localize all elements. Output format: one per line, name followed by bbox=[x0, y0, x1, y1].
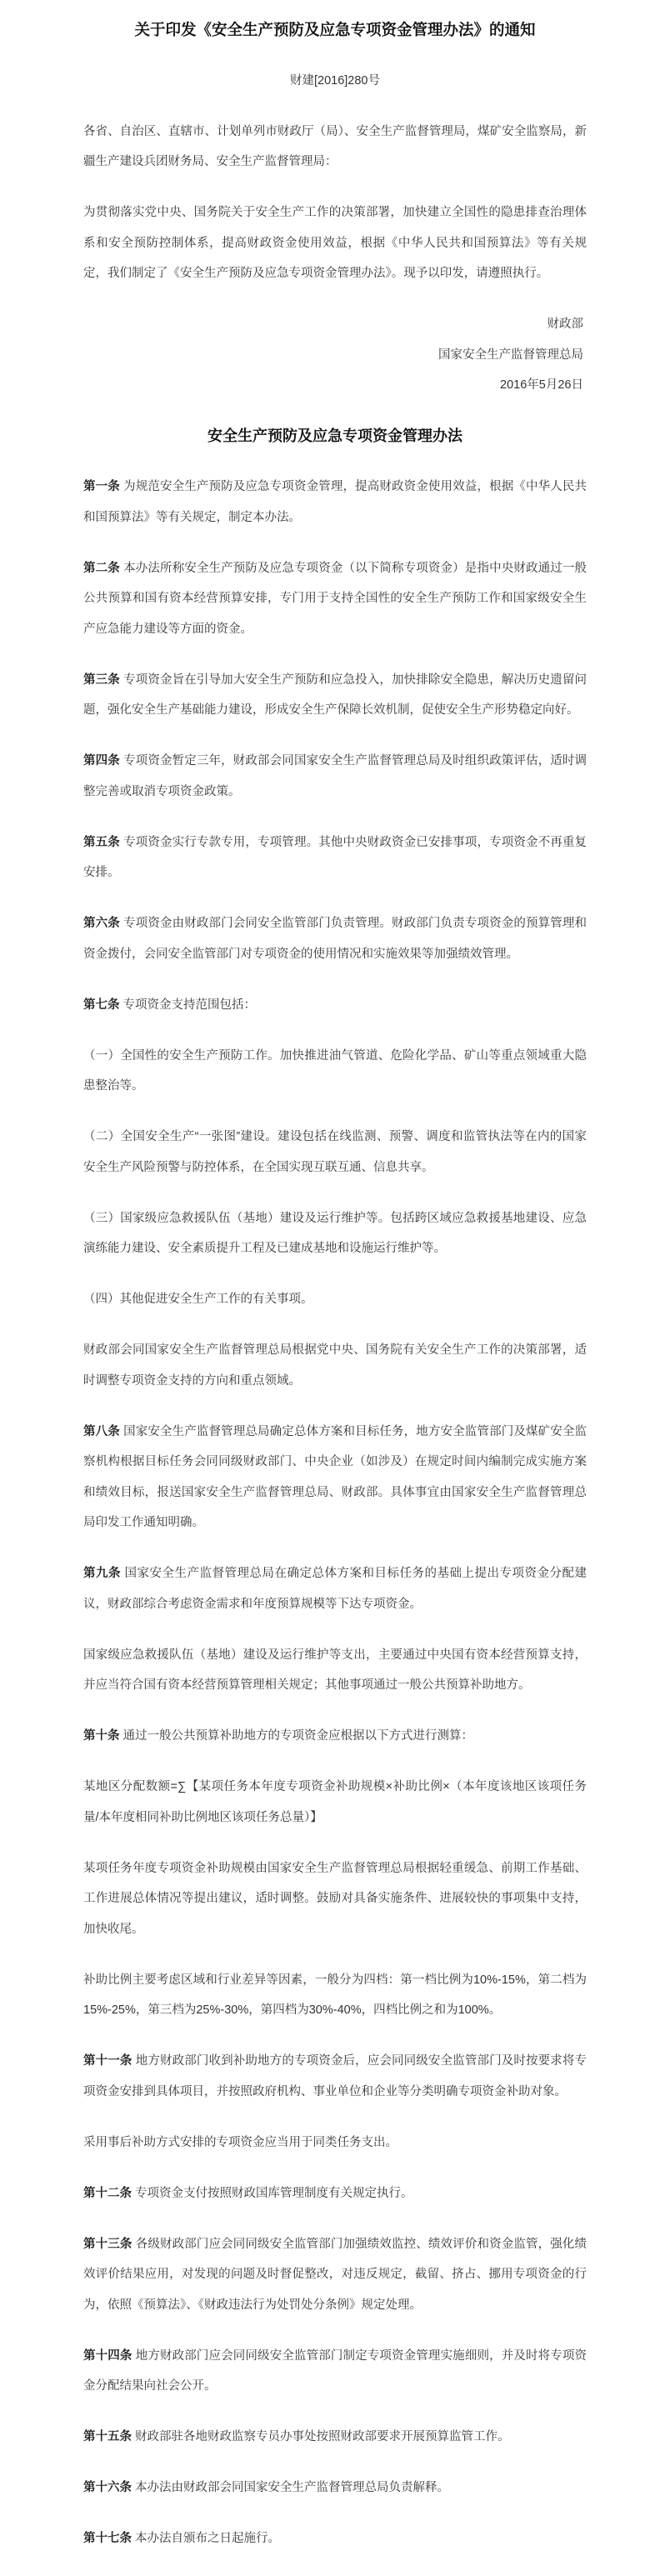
article-16 bbox=[83, 2473, 587, 2503]
clause-text: （三）国家级应急救援队伍（基地）建设及运行维护等。包括跨区域应急救援基地建设、应急演练能力建设、安全素质提升工程及已建成基地和设施运行维护等。 bbox=[83, 1211, 587, 1255]
article-15 bbox=[83, 2422, 587, 2453]
article-text: 专项资金旨在引导加大安全生产预防和应急投入，加快排除安全隐患，解决历史遗留问题，强化安全生产基础能力建设，形成安全生产保障长效机制，促使安全生产形势稳定向好。 bbox=[83, 673, 588, 717]
article-label: 第二条 bbox=[83, 561, 120, 575]
article-label: 第十条 bbox=[83, 1729, 120, 1743]
article-9 bbox=[83, 1558, 587, 1619]
article-12 bbox=[83, 2178, 587, 2209]
clause-text: 财政部会同国家安全生产监督管理总局根据党中央、国务院有关安全生产工作的决策部署，适时调整专项资金支持的方向和重点领域。 bbox=[83, 1343, 587, 1388]
article-14 bbox=[83, 2341, 587, 2402]
addressee: 各省、自治区、直辖市、计划单列市财政厅（局）、安全生产监督管理局，煤矿安全监察局，新疆生产建设兵团财务局、安全生产监督管理局： bbox=[83, 124, 587, 168]
issuer-safety-administration: 国家安全生产监督管理总局 bbox=[438, 348, 583, 362]
article-text: 专项资金暂定三年，财政部会同国家安全生产监督管理总局及时组织政策评估，适时调整完善或取消专项资金政策。 bbox=[83, 754, 588, 798]
clause-text: （二）全国安全生产“一张图”建设。建设包括在线监测、预警、调度和监管执法等在内的国家安全生产风险预警与防控体系，在全国实现互联互通、信息共享。 bbox=[83, 1130, 587, 1174]
article-text: 国家安全生产监督管理总局在确定总体方案和目标任务的基础上提出专项资金分配建议，财政部综合考虑资金需求和年度预算规模等下达专项资金。 bbox=[83, 1567, 587, 1611]
article-label: 第十六条 bbox=[83, 2481, 132, 2494]
measures-title: 安全生产预防及应急专项资金管理办法 bbox=[208, 428, 462, 444]
article-text: 各级财政部门应会同同级安全监管部门加强绩效监控、绩效评价和资金监管，强化绩效评价结果应用，对发现的问题及时督促整改，对违反规定，截留、挤占、挪用专项资金的行为，依照《预算法》、《财政违法行为处罚处分条例》规定处理。 bbox=[83, 2237, 588, 2312]
article-text: 通过一般公共预算补助地方的专项资金应根据以下方式进行测算： bbox=[122, 1729, 474, 1743]
article-13 bbox=[83, 2229, 587, 2321]
article-label: 第八条 bbox=[83, 1424, 120, 1438]
article-11-note bbox=[83, 2128, 587, 2158]
article-text: 专项资金由财政部门会同安全监管部门负责管理。财政部门负责专项资金的预算管理和资金拨付，会同安全监管部门对专项资金的使用情况和实施效果等加强绩效管理。 bbox=[83, 917, 588, 961]
article-5 bbox=[83, 828, 587, 888]
notice-body: 为贯彻落实党中央、国务院关于安全生产工作的决策部署，加快建立全国性的隐患排查治理体系和安全预防控制体系，提高财政资金使用效益，根据《中华人民共和国预算法》等有关规定，我们制定了《安全生产预防及应急专项资金管理办法》。现予以印发，请遵照执行。 bbox=[83, 206, 587, 280]
support-item-2 bbox=[83, 1122, 587, 1183]
article-label: 第三条 bbox=[83, 673, 120, 687]
issuer-ministry-of-finance: 财政部 bbox=[547, 318, 583, 331]
article-17 bbox=[83, 2523, 587, 2554]
article-label: 第十三条 bbox=[83, 2237, 132, 2251]
article-text: 地方财政部门收到补助地方的专项资金后，应会同同级安全监管部门及时按要求将专项资金安排到具体项目，并按照政府机构、事业单位和企业等分类明确专项资金补助对象。 bbox=[83, 2054, 588, 2098]
article-6 bbox=[83, 908, 587, 969]
article-label: 第十四条 bbox=[83, 2348, 132, 2363]
article-text: 本办法由财政部会同国家安全生产监督管理总局负责解释。 bbox=[135, 2481, 450, 2494]
article-10 bbox=[83, 1721, 587, 1752]
clause-text: （一）全国性的安全生产预防工作。加快推进油气管道、危险化学品、矿山等重点领域重大隐患整治等。 bbox=[83, 1048, 587, 1093]
article-label: 第十五条 bbox=[83, 2430, 132, 2443]
document-number: 财建[2016]280号 bbox=[289, 73, 380, 88]
article-text: 本办法自颁布之日起施行。 bbox=[135, 2532, 281, 2545]
article-label: 第九条 bbox=[83, 1567, 121, 1580]
article-4 bbox=[83, 746, 587, 807]
article-text: 专项资金支付按照财政国库管理制度有关规定执行。 bbox=[135, 2186, 413, 2200]
article-label: 第十二条 bbox=[83, 2186, 132, 2200]
article-label: 第五条 bbox=[83, 835, 120, 849]
support-item-3 bbox=[83, 1203, 587, 1264]
clause-text: 补助比例主要考虑区域和行业差异等因素，一般分为四档：第一档比例为10%-15%，第二档为15%-25%，第三档为25%-30%，第四档为30%-40%，四档比例之和为100%。 bbox=[83, 1973, 587, 2017]
article-text: 财政部驻各地财政监察专员办事处按照财政部要求开展预算监管工作。 bbox=[135, 2430, 510, 2443]
article-body bbox=[83, 15, 587, 2575]
article-label: 第六条 bbox=[83, 917, 120, 930]
article-text: 专项资金支持范围包括： bbox=[122, 998, 257, 1012]
clause-text: 某地区分配数额=∑【某项任务本年度专项资金补助规模×补助比例×（本年度该地区该项任务量/本年度相同补助比例地区该项任务总量）】 bbox=[83, 1780, 587, 1824]
subsidy-ratio-note bbox=[83, 1965, 587, 2026]
issue-date: 2016年5月26日 bbox=[500, 378, 583, 392]
article-11 bbox=[83, 2046, 587, 2107]
article-text: 专项资金实行专款专用，专项管理。其他中央财政资金已安排事项，专项资金不再重复安排。 bbox=[83, 835, 588, 879]
support-item-4 bbox=[83, 1284, 587, 1315]
article-text: 本办法所称安全生产预防及应急专项资金（以下简称专项资金）是指中央财政通过一般公共预算和国有资本经营预算安排，专门用于支持全国性的安全生产预防工作和国家级安全生产应急能力建设等方面的资金。 bbox=[83, 561, 588, 636]
allocation-formula bbox=[83, 1772, 587, 1833]
article-7-note bbox=[83, 1335, 587, 1396]
article-label: 第四条 bbox=[83, 754, 120, 768]
article-label: 第十一条 bbox=[83, 2054, 132, 2068]
task-scale-note bbox=[83, 1853, 587, 1945]
article-8 bbox=[83, 1417, 587, 1538]
article-label: 第十七条 bbox=[83, 2532, 132, 2545]
article-9-note bbox=[83, 1640, 587, 1701]
article-text: 地方财政部门应会同同级安全监管部门制定专项资金管理实施细则，并及时将专项资金分配结果向社会公开。 bbox=[83, 2348, 588, 2393]
clause-text: （四）其他促进安全生产工作的有关事项。 bbox=[83, 1293, 313, 1306]
clause-text: 采用事后补助方式安排的专项资金应当用于同类任务支出。 bbox=[83, 2135, 398, 2149]
clause-text: 某项任务年度专项资金补助规模由国家安全生产监督管理总局根据轻重缓急、前期工作基础、工作进展总体情况等提出建议，适时调整。鼓励对具备实施条件、进展较快的事项集中支持，加快收尾。 bbox=[83, 1861, 587, 1936]
article-3 bbox=[83, 665, 587, 726]
article-2 bbox=[83, 553, 587, 645]
support-item-1 bbox=[83, 1041, 587, 1102]
article-1 bbox=[83, 472, 587, 533]
signature-block bbox=[83, 309, 587, 401]
article-7 bbox=[83, 990, 587, 1021]
article-text: 为规范安全生产预防及应急专项资金管理，提高财政资金使用效益，根据《中华人民共和国预算法》等有关规定，制定本办法。 bbox=[83, 480, 588, 524]
notice-title: 关于印发《安全生产预防及应急专项资金管理办法》的通知 bbox=[134, 20, 536, 38]
article-label: 第七条 bbox=[83, 998, 120, 1012]
article-label: 第一条 bbox=[83, 480, 120, 493]
article-text: 国家安全生产监督管理总局确定总体方案和目标任务，地方安全监管部门及煤矿安全监察机构根据目标任务会同同级财政部门、中央企业（如涉及）在规定时间内编制完成实施方案和绩效目标，报送国家安全生产监督管理总局、财政部。具体事宜由国家安全生产监督管理总局印发工作通知明确。 bbox=[83, 1424, 588, 1529]
clause-text: 国家级应急救援队伍（基地）建设及运行维护等支出，主要通过中央国有资本经营预算支持，并应当符合国有资本经营预算管理相关规定；其他事项通过一般公共预算补助地方。 bbox=[83, 1648, 587, 1692]
